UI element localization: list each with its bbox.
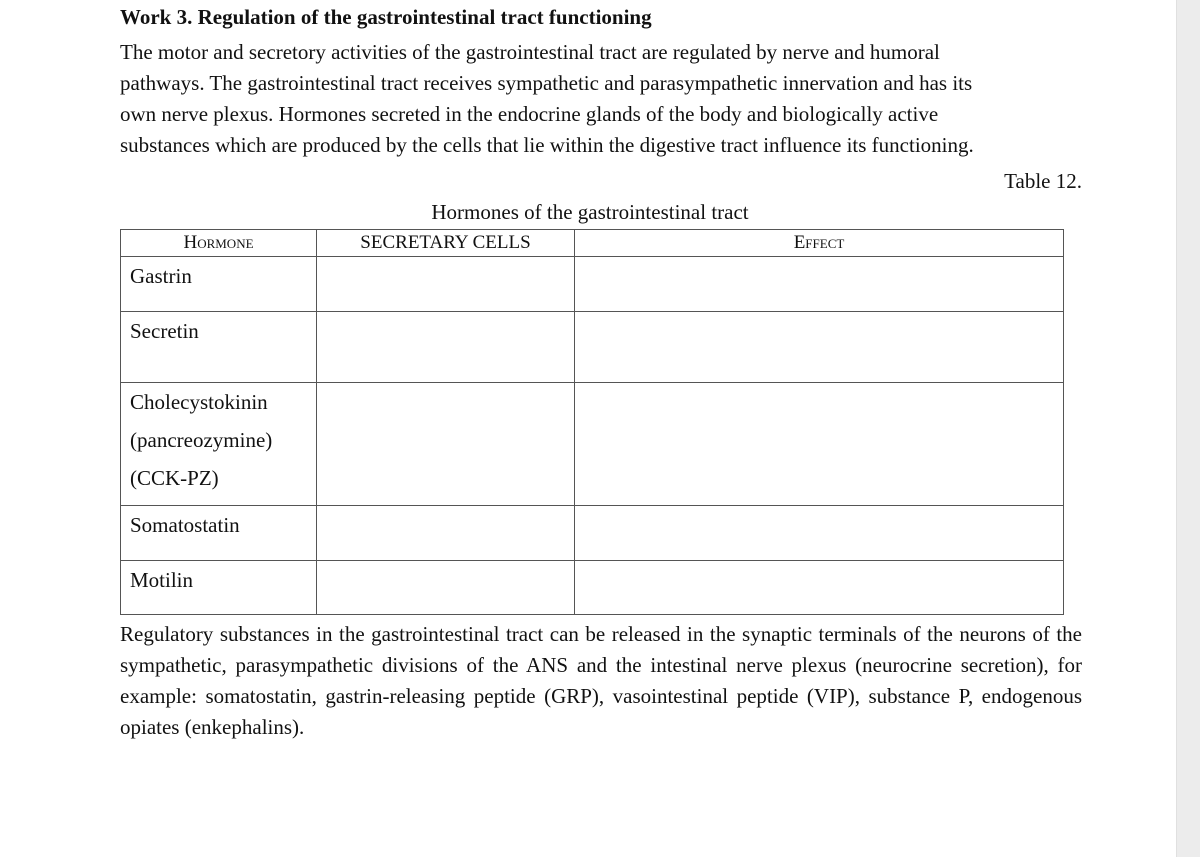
work-title: Work 3. Regulation of the gastrointestinal tract functioning — [120, 5, 652, 29]
table-row — [121, 506, 1064, 561]
effect-cell[interactable] — [575, 383, 1064, 506]
table-row — [121, 257, 1064, 312]
hormone-cell — [121, 506, 317, 561]
hormone-cell — [121, 312, 317, 383]
hormone-name: Motilin — [130, 568, 194, 592]
effect-cell[interactable] — [575, 506, 1064, 561]
table-row — [121, 383, 1064, 506]
hormone-cell — [121, 383, 317, 506]
header-hormone: Hormone — [121, 230, 317, 257]
intro-line: The motor and secretory activities of the gastrointestinal tract are regulated by nerve and humoral — [120, 40, 940, 64]
hormone-name: Secretin — [130, 319, 199, 343]
table-number: Table 12. — [1004, 169, 1082, 193]
outro-paragraph: Regulatory substances in the gastrointestinal tract can be released in the synaptic terminals of the neurons of the sympathetic, parasympathetic divisions of the ANS and the intestinal nerve plexus (neurocrine secretion), for example: somatostatin, gastrin-releasing peptide (GRP), vasointestinal peptide (VIP), substance P, endogenous opiates (enkephalins). — [120, 622, 1082, 739]
secretary-cells-cell[interactable] — [317, 257, 575, 312]
table-caption: Hormones of the gastrointestinal tract — [431, 200, 749, 224]
effect-cell[interactable] — [575, 257, 1064, 312]
effect-cell[interactable] — [575, 312, 1064, 383]
header-secretary-cells: SECRETARY CELLS — [317, 230, 575, 257]
hormones-table — [120, 229, 1064, 615]
table-row — [121, 312, 1064, 383]
hormone-name: Gastrin — [130, 264, 192, 288]
secretary-cells-cell[interactable] — [317, 506, 575, 561]
intro-line: pathways. The gastrointestinal tract receives sympathetic and parasympathetic innervation and has its — [120, 71, 973, 95]
page-margin — [1176, 0, 1200, 857]
header-effect: Effect — [575, 230, 1064, 257]
hormone-name: Cholecystokinin — [130, 390, 268, 414]
intro-line: own nerve plexus. Hormones secreted in the endocrine glands of the body and biologically active — [120, 102, 939, 126]
table-header-row — [121, 230, 1064, 257]
intro-paragraph — [120, 37, 1080, 161]
secretary-cells-cell[interactable] — [317, 561, 575, 615]
hormone-name: (CCK-PZ) — [130, 466, 219, 490]
hormone-name: Somatostatin — [130, 513, 240, 537]
intro-line: substances which are produced by the cells that lie within the digestive tract influence its functioning. — [120, 133, 974, 157]
hormone-cell — [121, 257, 317, 312]
hormone-name: (pancreozymine) — [130, 428, 273, 452]
hormone-cell — [121, 561, 317, 615]
secretary-cells-cell[interactable] — [317, 383, 575, 506]
effect-cell[interactable] — [575, 561, 1064, 615]
secretary-cells-cell[interactable] — [317, 312, 575, 383]
table-row — [121, 561, 1064, 615]
